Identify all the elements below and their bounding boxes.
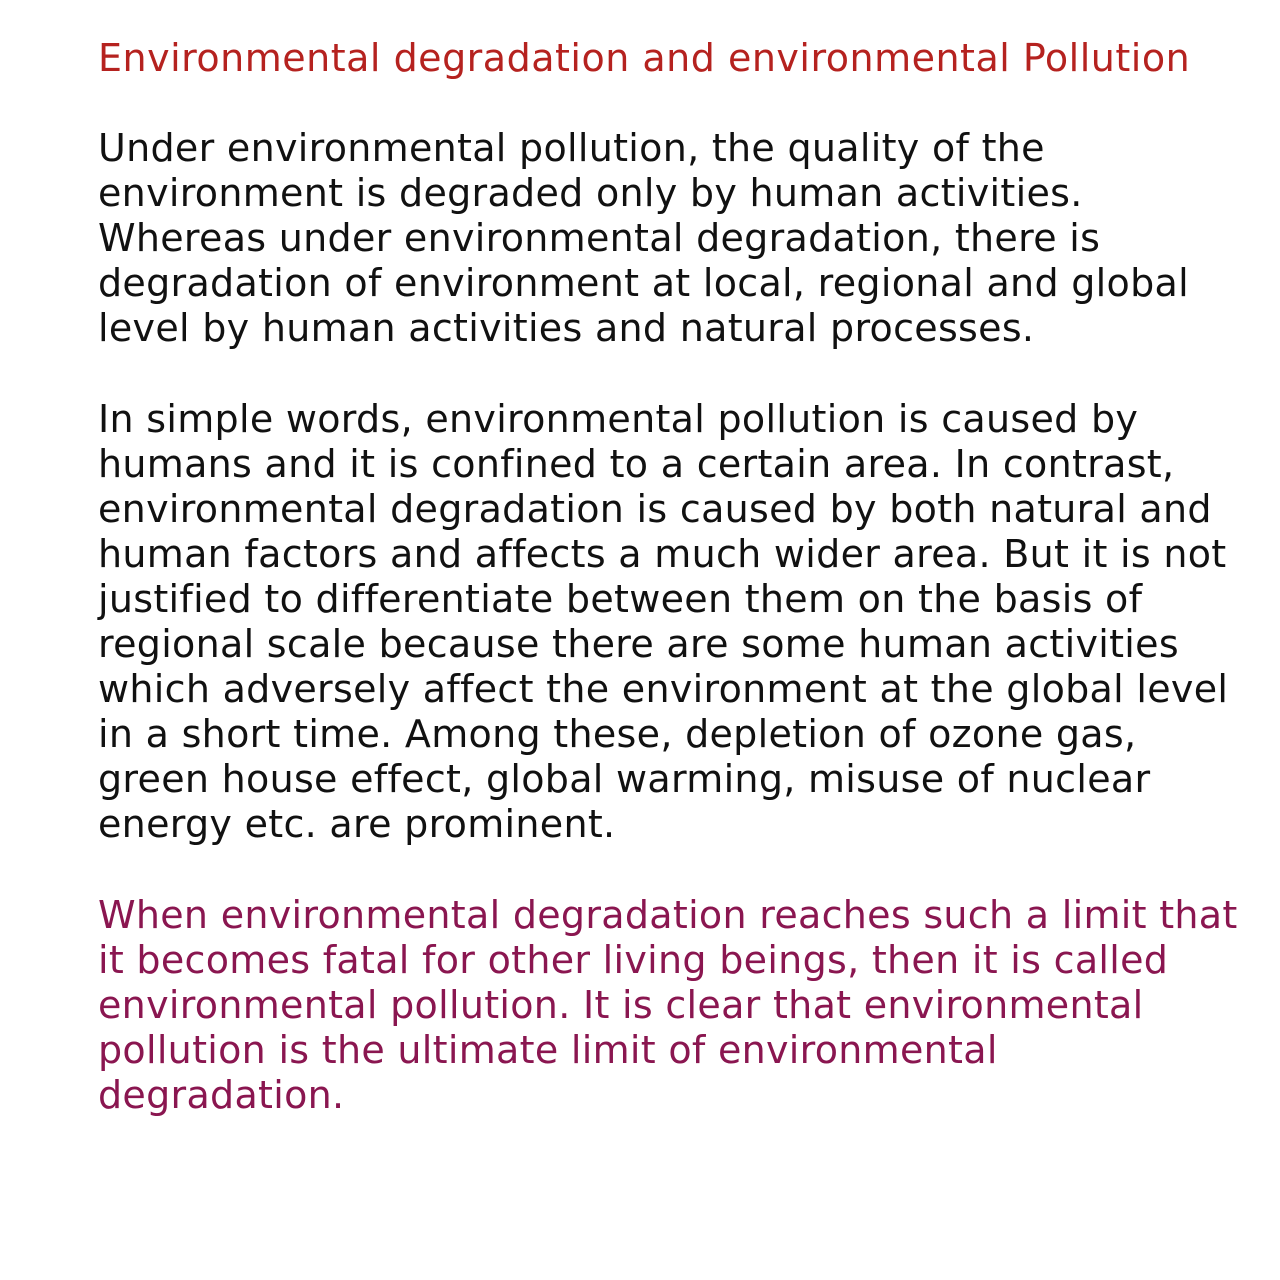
document-title: Environmental degradation and environmental Pollution (98, 36, 1191, 80)
paragraph-1: Under environmental pollution, the quality of the environment is degraded only by human activities. Whereas under environmental degradation, there is degradation of environment at local, regional and global level by human activities and natural processes. (98, 126, 1189, 350)
paragraph-3-highlight: When environmental degradation reaches such a limit that it becomes fatal for other living beings, then it is called environmental pollution. It is clear that environmental pollution is the ultimate limit of environmental degradation. (98, 893, 1238, 1117)
document-page (98, 36, 1238, 1118)
paragraph-2: In simple words, environmental pollution is caused by humans and it is confined to a certain area. In contrast, environmental degradation is caused by both natural and human factors and affects a much wider area. But it is not justified to differentiate between them on the basis of regional scale because there are some human activities which adversely affect the environment at the global level in a short time. Among these, depletion of ozone gas, green house effect, global warming, misuse of nuclear energy etc. are prominent. (98, 397, 1229, 846)
